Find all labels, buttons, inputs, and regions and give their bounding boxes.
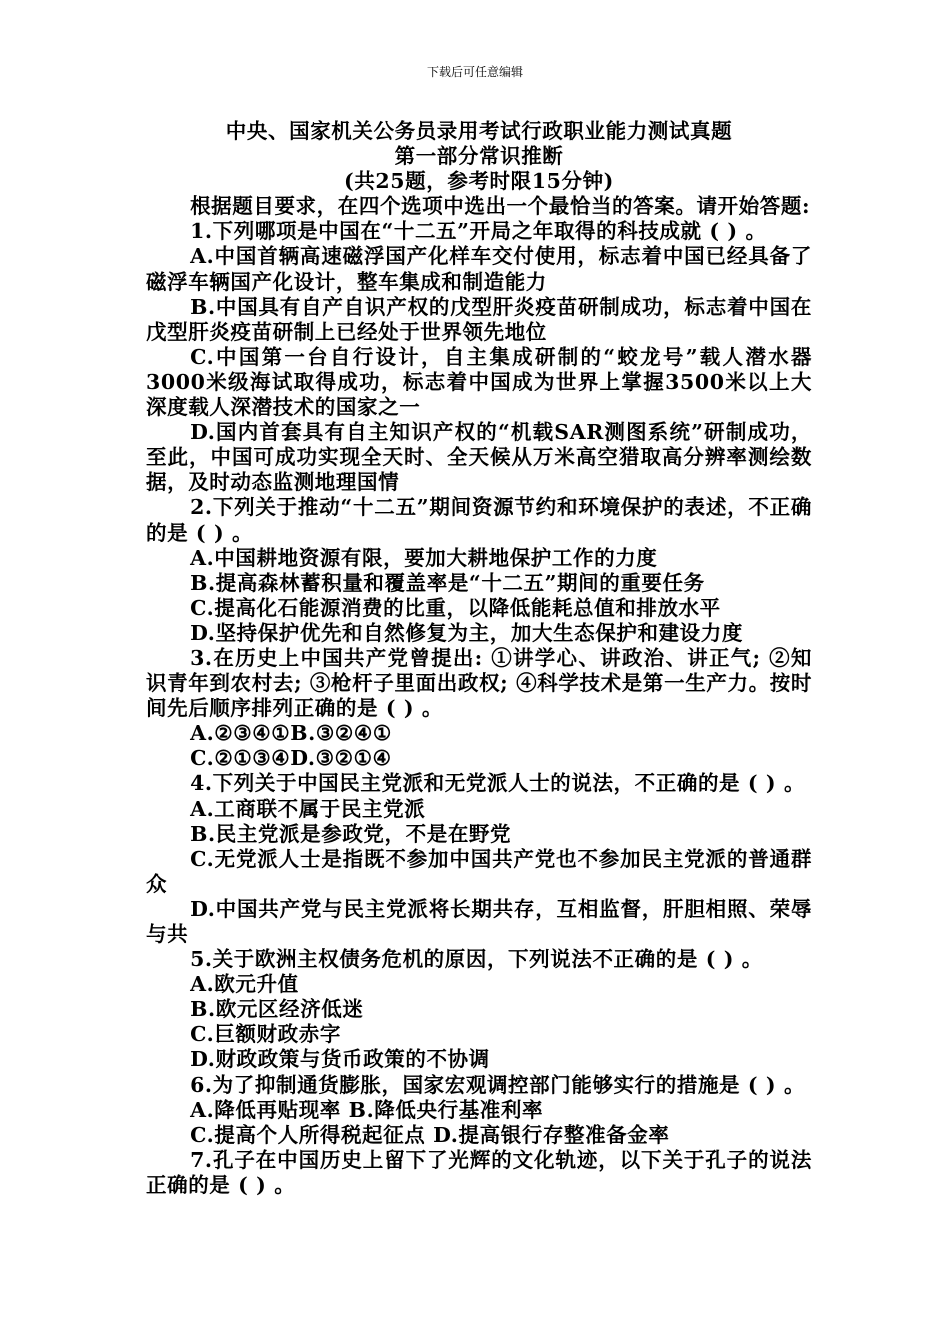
question-5-option-d: D.财政政策与货币政策的不协调	[190, 1047, 490, 1072]
question-1-option-c: C.中国第一台自行设计，自主集成研制的“蛟龙号”载人潜水器3000米级海试取得成功，标志着中国成为世界上掌握3500米以上大深度载人深潜技术的国家之一	[146, 344, 812, 420]
question-2-option-a: A.中国耕地资源有限，要加大耕地保护工作的力度	[190, 545, 658, 570]
question-1-option-a: A.中国首辆高速磁浮国产化样车交付使用，标志着中国已经具备了磁浮车辆国产化设计，整车集成和制造能力	[146, 244, 812, 294]
instruction-text: 根据题目要求，在四个选项中选出一个最恰当的答案。请开始答题:	[190, 194, 811, 219]
document-title: 中央、国家机关公务员录用考试行政职业能力测试真题	[225, 119, 733, 143]
question-3-stem: 3.在历史上中国共产党曾提出: ①讲学心、讲政治、讲正气; ②知识青年到农村去; ③枪杆子里面出政权; ④科学技术是第一生产力。按时间先后顺序排列正确的是 ( ) 。	[146, 645, 812, 721]
question-5-option-c: C.巨额财政赤字	[190, 1022, 341, 1047]
section-title: 第一部分常识推断	[394, 144, 564, 169]
question-4-option-c: C.无党派人士是指既不参加中国共产党也不参加民主党派的普通群众	[146, 846, 812, 896]
question-5-option-b: B.欧元区经济低迷	[190, 997, 364, 1022]
page-header-note: 下载后可任意编辑	[426, 65, 523, 79]
question-1-stem: 1.下列哪项是中国在“十二五”开局之年取得的科技成就 ( ) 。	[190, 219, 767, 244]
section-subtitle: (共25题，参考时限15分钟)	[344, 169, 614, 194]
question-6-options-cd: C.提高个人所得税起征点 D.提高银行存整准备金率	[190, 1122, 670, 1147]
question-3-options-ab: A.②③④①B.③②④①	[190, 721, 392, 746]
question-2-option-b: B.提高森林蓄积量和覆盖率是“十二五”期间的重要任务	[190, 570, 705, 595]
question-7-stem: 7.孔子在中国历史上留下了光辉的文化轨迹，以下关于孔子的说法正确的是 ( ) 。	[146, 1147, 812, 1197]
question-5-stem: 5.关于欧洲主权债务危机的原因，下列说法不正确的是 ( ) 。	[190, 947, 763, 972]
question-2-stem: 2.下列关于推动“十二五”期间资源节约和环境保护的表述，不正确的是 ( ) 。	[146, 495, 812, 545]
question-4-option-d: D.中国共产党与民主党派将长期共存，互相监督，肝胆相照、荣辱与共	[146, 896, 812, 946]
exam-document	[146, 119, 812, 1198]
question-4-option-b: B.民主党派是参政党，不是在野党	[190, 821, 512, 846]
question-1-option-d: D.国内首套具有自主知识产权的“机载SAR测图系统”研制成功，至此，中国可成功实现全天时、全天候从万米高空猎取高分辨率测绘数据，及时动态监测地理国情	[146, 420, 812, 495]
question-4-stem: 4.下列关于中国民主党派和无党派人士的说法，不正确的是 ( ) 。	[190, 771, 806, 796]
question-2-option-d: D.坚持保护优先和自然修复为主，加大生态保护和建设力度	[190, 620, 743, 645]
question-2-option-c: C.提高化石能源消费的比重，以降低能耗总值和排放水平	[190, 595, 721, 620]
question-6-options-ab: A.降低再贴现率 B.降低央行基准利率	[190, 1097, 544, 1122]
question-4-option-a: A.工商联不属于民主党派	[190, 796, 426, 821]
question-3-options-cd: C.②①③④D.③②①④	[190, 746, 392, 771]
question-6-stem: 6.为了抑制通货膨胀，国家宏观调控部门能够实行的措施是 ( ) 。	[190, 1072, 806, 1097]
question-1-option-b: B.中国具有自产自识产权的戊型肝炎疫苗研制成功，标志着中国在戊型肝炎疫苗研制上已经处于世界领先地位	[146, 294, 812, 344]
question-5-option-a: A.欧元升值	[190, 972, 299, 997]
